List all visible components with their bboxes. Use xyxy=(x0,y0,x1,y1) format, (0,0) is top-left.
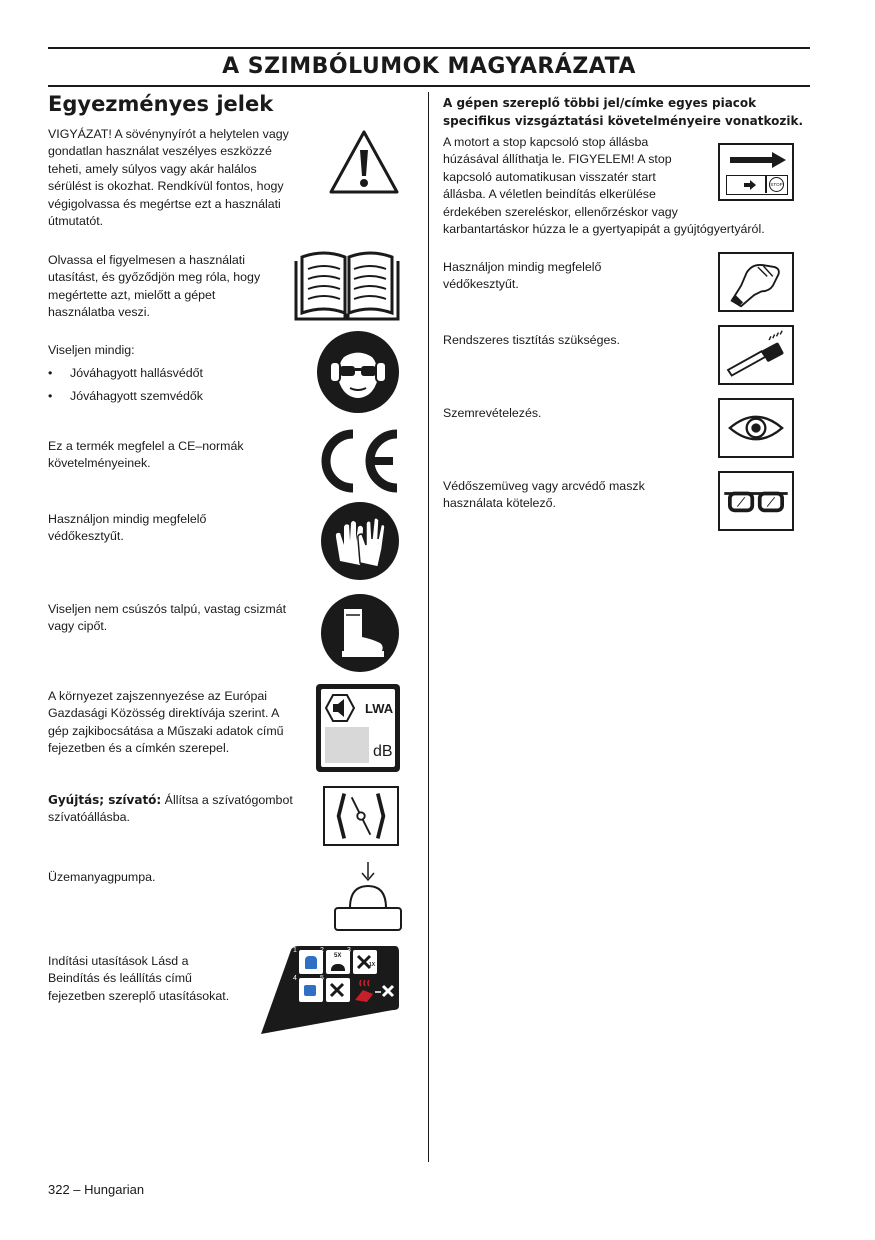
step-number: 3 xyxy=(347,947,351,954)
noise-text xyxy=(48,688,318,758)
cleaning-text: Rendszeres tisztítás szükséges. xyxy=(443,333,620,347)
pump-icon xyxy=(331,964,345,971)
text-line: Indítási utasítások Lásd a xyxy=(48,954,189,968)
stop-circle-icon xyxy=(769,177,784,192)
open-book-icon xyxy=(292,245,402,323)
safety-glasses-icon xyxy=(718,471,794,531)
text-line: érdekében szereléskor, ellenőrzéskor vagy xyxy=(443,204,678,219)
wear-item-eyes xyxy=(48,388,308,406)
section-title: Egyezményes jelek xyxy=(48,92,274,116)
text-line: gondatlan használat veszélyes eszközzé xyxy=(48,144,272,159)
text-line: specifikus vizsgáztatási követelményeire vonatkozik. xyxy=(443,114,803,128)
inspection-text: Szemrevételezés. xyxy=(443,406,542,420)
choke-text xyxy=(48,792,318,827)
text-line: A motort a stop kapcsoló stop állásba xyxy=(443,135,649,149)
wear-item-label: Jóváhagyott szemvédők xyxy=(70,389,203,403)
text-line: megértette azt, mielőtt a gépet xyxy=(48,287,216,302)
decal-cell-3 xyxy=(347,947,377,974)
manual-text xyxy=(48,252,288,322)
text-line: VIGYÁZAT! A sövénynyírót a helytelen vagy xyxy=(48,127,289,141)
fuel-pump-icon xyxy=(332,860,404,934)
repeat-1x-label: 1X xyxy=(369,962,376,968)
text-line xyxy=(48,792,318,809)
boots-text xyxy=(48,601,318,636)
text-line: védőkesztyűt. xyxy=(48,529,124,544)
small-arrow-icon xyxy=(743,179,757,191)
value-box xyxy=(325,727,369,763)
primer-bulb-icon xyxy=(305,956,317,969)
text-line: szívatóállásba. xyxy=(48,810,130,825)
text-line: karbantartáskor húzza le a gyertyapipát a gyújtógyertyáról. xyxy=(443,222,765,237)
step-number: 2 xyxy=(320,947,324,954)
gloves-text-right xyxy=(443,259,683,294)
gloves-text-left xyxy=(48,511,288,546)
start-instructions-text xyxy=(48,953,268,1005)
text-line: Használjon mindig megfelelő xyxy=(443,260,602,274)
text-line: Védőszemüveg vagy arcvédő maszk xyxy=(443,479,645,493)
choke-off-icon xyxy=(304,985,316,996)
fuel-pump-text: Üzemanyagpumpa. xyxy=(48,870,156,884)
wear-item-hearing xyxy=(48,365,308,383)
ce-mark-icon xyxy=(315,428,403,494)
title-underline xyxy=(48,85,810,87)
text-line: vagy cipőt. xyxy=(48,619,108,634)
pull-start-icon xyxy=(329,982,347,998)
repeat-5x-label: 5X xyxy=(334,953,342,959)
gloves-icon xyxy=(320,501,400,581)
glove-icon xyxy=(718,252,794,312)
goggles-text xyxy=(443,478,703,513)
choke-instruction: Állítsa a szívatógombot xyxy=(161,793,293,807)
text-line: utasítást, és győződjön meg róla, hogy xyxy=(48,270,261,285)
text-line: A gépen szereplő többi jel/címke egyes piacok xyxy=(443,96,757,110)
brush-icon xyxy=(718,325,794,385)
start-instructions-decal xyxy=(261,944,401,1036)
eye-icon xyxy=(718,398,794,458)
warning-triangle-icon xyxy=(327,128,401,196)
lwa-label: LWA xyxy=(365,701,394,716)
noise-level-label xyxy=(316,684,400,772)
page-title: A SZIMBÓLUMOK MAGYARÁZATA xyxy=(222,54,636,79)
text-line: útmutatót. xyxy=(48,214,104,229)
db-label: dB xyxy=(373,743,393,760)
text-line: Használjon mindig megfelelő xyxy=(48,512,207,526)
decal-cell-5 xyxy=(320,975,350,1002)
right-column-heading xyxy=(443,94,813,130)
bullet-dot: • xyxy=(48,389,53,403)
text-line: kapcsoló automatikusan visszatér start xyxy=(443,169,656,184)
noise-label-inner xyxy=(321,689,395,767)
text-line: használata kötelező. xyxy=(443,496,556,511)
text-line: védőkesztyűt. xyxy=(443,277,519,292)
step-number: 5 xyxy=(320,975,324,982)
switch-body xyxy=(726,175,788,195)
text-line: Olvassa el figyelmesen a használati xyxy=(48,253,245,267)
text-line: Ez a termék megfelel a CE–normák xyxy=(48,439,244,453)
text-line: fejezetben és a címkén szerepel. xyxy=(48,741,230,756)
text-line: Gazdasági Közösség direktívája szerint. A xyxy=(48,706,280,721)
text-line: végigolvassa és megértse ezt a használati xyxy=(48,196,281,211)
text-line: fejezetben szereplő utasításokat. xyxy=(48,988,230,1003)
text-line: használatba veszi. xyxy=(48,305,150,320)
text-line: követelményeinek. xyxy=(48,456,151,471)
stop-label: STOP xyxy=(770,182,783,187)
text-line: húzásával állíthatja le. FIGYELEM! A stop xyxy=(443,152,672,167)
ear-and-eye-protection-icon xyxy=(316,330,400,414)
page-footer: 322 – Hungarian xyxy=(48,1182,145,1197)
text-line: teheti, amely súlyos vagy akár halálos xyxy=(48,161,257,176)
text-line: Viseljen nem csúszós talpú, vastag csizmát xyxy=(48,602,287,616)
stop-switch-symbol xyxy=(718,143,794,201)
text-line: gép zajkibocsátása a Műszaki adatok című xyxy=(48,723,284,738)
safety-boot-icon xyxy=(320,593,400,673)
bullet-dot: • xyxy=(48,366,53,380)
text-line: sérülést is okozhat. Rendkívül fontos, hogy xyxy=(48,179,284,194)
warning-text xyxy=(48,126,318,230)
step-number: 1 xyxy=(293,947,297,954)
warm-engine-icon xyxy=(353,978,399,1004)
text-line: A környezet zajszennyezése az Európai xyxy=(48,689,268,703)
step-number: 4 xyxy=(293,975,297,982)
choke-icon xyxy=(323,786,399,846)
switch-divider xyxy=(765,176,767,193)
arrow-right-icon xyxy=(728,151,788,169)
speaker-icon xyxy=(325,693,355,723)
ce-text xyxy=(48,438,288,473)
choke-label: Gyújtás; szívató: xyxy=(48,793,162,807)
wear-intro: Viseljen mindig: xyxy=(48,343,135,357)
text-line: Beindítás és leállítás című xyxy=(48,971,192,986)
top-rule xyxy=(48,47,810,49)
text-line: állásba. A véletlen beindítás elkerülése xyxy=(443,187,656,202)
column-divider xyxy=(428,92,429,1162)
wear-item-label: Jóváhagyott hallásvédőt xyxy=(70,366,203,380)
